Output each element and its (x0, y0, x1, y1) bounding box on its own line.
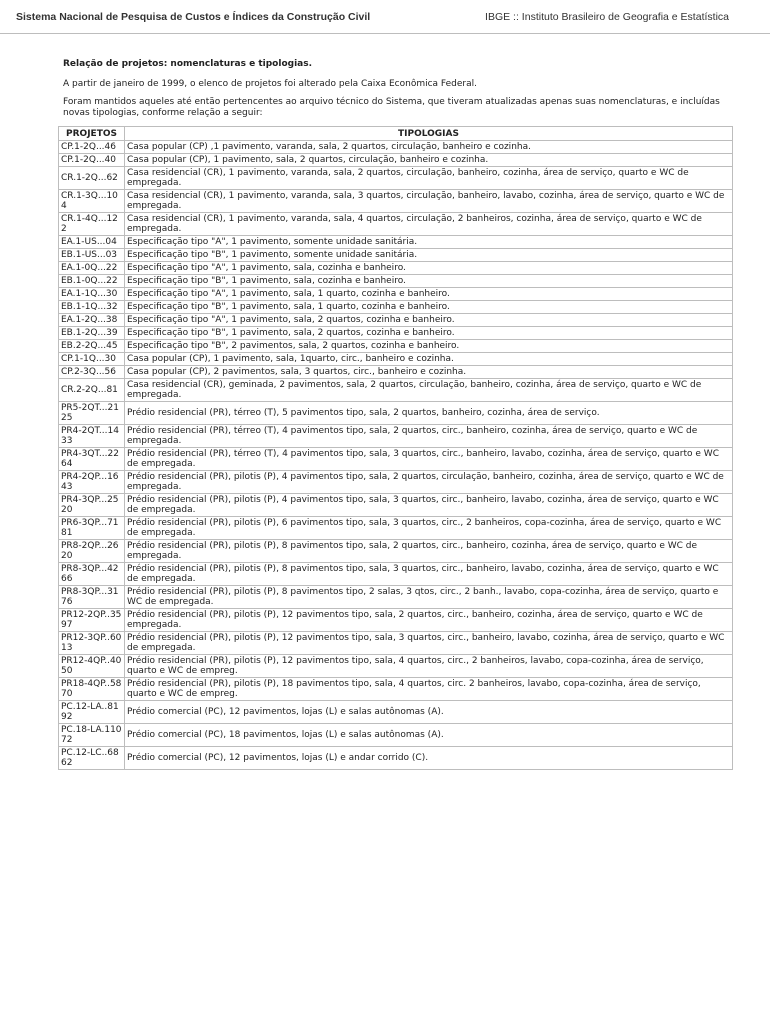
table-row (59, 747, 733, 770)
project-code: EB.2-2Q...45 (59, 340, 125, 353)
project-code: CP.1-2Q...46 (59, 141, 125, 154)
table-row (59, 366, 733, 379)
table-row (59, 154, 733, 167)
project-code: PR4-3QP...2520 (59, 494, 125, 517)
project-typology: Casa popular (CP), 2 pavimentos, sala, 3 quartos, circ., banheiro e cozinha. (125, 366, 733, 379)
document-body (63, 59, 733, 770)
project-code: PR5-2QT...2125 (59, 402, 125, 425)
project-code: PR12-3QP..6013 (59, 632, 125, 655)
table-row (59, 379, 733, 402)
project-code: CP.2-3Q...56 (59, 366, 125, 379)
table-row (59, 167, 733, 190)
projects-table (58, 126, 733, 770)
table-row (59, 275, 733, 288)
project-code: CR.1-3Q...104 (59, 190, 125, 213)
table-row (59, 353, 733, 366)
table-row (59, 494, 733, 517)
project-code: CR.1-4Q...122 (59, 213, 125, 236)
project-code: EA.1-US...04 (59, 236, 125, 249)
project-typology: Prédio residencial (PR), pilotis (P), 6 pavimentos tipo, sala, 3 quartos, circ., 2 banheiros, copa-cozinha, área de serviço, quarto e WC de empregada. (125, 517, 733, 540)
project-typology: Especificação tipo "A", 1 pavimento, sala, 1 quarto, cozinha e banheiro. (125, 288, 733, 301)
table-row (59, 724, 733, 747)
project-code: CR.2-2Q...81 (59, 379, 125, 402)
table-row (59, 678, 733, 701)
project-code: PR12-2QP..3597 (59, 609, 125, 632)
project-typology: Prédio residencial (PR), pilotis (P), 18 pavimentos tipo, sala, 4 quartos, circ. 2 banheiros, lavabo, copa-cozinha, área de serviço, quarto e WC de empreg. (125, 678, 733, 701)
project-typology: Especificação tipo "B", 1 pavimento, sala, cozinha e banheiro. (125, 275, 733, 288)
table-row (59, 141, 733, 154)
table-row (59, 236, 733, 249)
project-typology: Especificação tipo "B", 1 pavimento, sala, 1 quarto, cozinha e banheiro. (125, 301, 733, 314)
table-row (59, 701, 733, 724)
project-typology: Prédio residencial (PR), pilotis (P), 12 pavimentos tipo, sala, 3 quartos, circ., banheiro, lavabo, cozinha, área de serviço, quarto e WC de empregada. (125, 632, 733, 655)
project-code: EB.1-2Q...39 (59, 327, 125, 340)
project-code: EA.1-1Q...30 (59, 288, 125, 301)
project-typology: Casa residencial (CR), 1 pavimento, varanda, sala, 3 quartos, circulação, banheiro, lavabo, cozinha, área de serviço, quarto e WC de empregada. (125, 190, 733, 213)
header-institution: IBGE :: Instituto Brasileiro de Geografia e Estatística (485, 11, 729, 23)
project-code: EB.1-1Q...32 (59, 301, 125, 314)
table-row (59, 340, 733, 353)
project-code: EA.1-0Q...22 (59, 262, 125, 275)
table-row (59, 262, 733, 275)
column-header-tipologias: TIPOLOGIAS (125, 127, 733, 141)
project-typology: Especificação tipo "B", 1 pavimento, sala, 2 quartos, cozinha e banheiro. (125, 327, 733, 340)
project-typology: Prédio residencial (PR), térreo (T), 5 pavimentos tipo, sala, 2 quartos, banheiro, cozinha, área de serviço. (125, 402, 733, 425)
project-typology: Especificação tipo "B", 1 pavimento, somente unidade sanitária. (125, 249, 733, 262)
table-row (59, 327, 733, 340)
project-code: PR12-4QP..4050 (59, 655, 125, 678)
project-typology: Prédio residencial (PR), térreo (T), 4 pavimentos tipo, sala, 3 quartos, circ., banheiro, lavabo, cozinha, área de serviço, quarto e WC de empregada. (125, 448, 733, 471)
table-row (59, 471, 733, 494)
table-body (59, 141, 733, 770)
description-paragraph: Foram mantidos aqueles até então pertencentes ao arquivo técnico do Sistema, que tiveram atualizadas apenas suas nomenclaturas, e incluídas novas tipologias, conforme relação a seguir: (63, 97, 720, 118)
header-divider (0, 33, 770, 34)
table-row (59, 190, 733, 213)
project-typology: Casa popular (CP) ,1 pavimento, varanda, sala, 2 quartos, circulação, banheiro e cozinha. (125, 141, 733, 154)
project-code: PR4-2QT...1433 (59, 425, 125, 448)
project-typology: Prédio comercial (PC), 12 pavimentos, lojas (L) e salas autônomas (A). (125, 701, 733, 724)
table-row (59, 314, 733, 327)
project-typology: Prédio residencial (PR), pilotis (P), 12 pavimentos tipo, sala, 2 quartos, circ., banheiro, cozinha, área de serviço, quarto e WC de empregada. (125, 609, 733, 632)
project-code: EA.1-2Q...38 (59, 314, 125, 327)
project-code: PC.18-LA.11072 (59, 724, 125, 747)
project-typology: Especificação tipo "A", 1 pavimento, sala, 2 quartos, cozinha e banheiro. (125, 314, 733, 327)
project-typology: Prédio residencial (PR), pilotis (P), 4 pavimentos tipo, sala, 2 quartos, circulação, banheiro, cozinha, área de serviço, quarto e WC de empregada. (125, 471, 733, 494)
project-typology: Prédio residencial (PR), térreo (T), 4 pavimentos tipo, sala, 2 quartos, circ., banheiro, cozinha, área de serviço, quarto e WC de empregada. (125, 425, 733, 448)
project-typology: Especificação tipo "A", 1 pavimento, sala, cozinha e banheiro. (125, 262, 733, 275)
project-typology: Especificação tipo "A", 1 pavimento, somente unidade sanitária. (125, 236, 733, 249)
table-row (59, 632, 733, 655)
table-row (59, 213, 733, 236)
table-row (59, 540, 733, 563)
project-typology: Prédio residencial (PR), pilotis (P), 8 pavimentos tipo, sala, 2 quartos, circ., banheiro, cozinha, área de serviço, quarto e WC de empregada. (125, 540, 733, 563)
project-code: PR18-4QP..5870 (59, 678, 125, 701)
project-code: PR8-3QP...3176 (59, 586, 125, 609)
project-typology: Prédio residencial (PR), pilotis (P), 4 pavimentos tipo, sala, 3 quartos, circ., banheiro, lavabo, cozinha, área de serviço, quarto e WC de empregada. (125, 494, 733, 517)
project-typology: Casa residencial (CR), 1 pavimento, varanda, sala, 4 quartos, circulação, 2 banheiros, cozinha, área de serviço, quarto e WC de empregada. (125, 213, 733, 236)
project-code: EB.1-US...03 (59, 249, 125, 262)
table-row (59, 586, 733, 609)
table-row (59, 655, 733, 678)
project-typology: Casa residencial (CR), geminada, 2 pavimentos, sala, 2 quartos, circulação, banheiro, cozinha, área de serviço, quarto e WC de empregada. (125, 379, 733, 402)
project-typology: Prédio comercial (PC), 12 pavimentos, lojas (L) e andar corrido (C). (125, 747, 733, 770)
project-code: PR8-2QP...2620 (59, 540, 125, 563)
table-header-row (59, 127, 733, 141)
project-code: PR4-2QP...1643 (59, 471, 125, 494)
project-typology: Casa popular (CP), 1 pavimento, sala, 1quarto, circ., banheiro e cozinha. (125, 353, 733, 366)
column-header-projetos: PROJETOS (59, 127, 125, 141)
project-typology: Prédio comercial (PC), 18 pavimentos, lojas (L) e salas autônomas (A). (125, 724, 733, 747)
project-code: CP.1-2Q...40 (59, 154, 125, 167)
document-title: Relação de projetos: nomenclaturas e tipologias. (63, 59, 313, 69)
project-code: PC.12-LA..8192 (59, 701, 125, 724)
table-row (59, 563, 733, 586)
project-code: CR.1-2Q...62 (59, 167, 125, 190)
project-code: PR4-3QT...2264 (59, 448, 125, 471)
table-row (59, 402, 733, 425)
project-code: PC.12-LC..6862 (59, 747, 125, 770)
project-typology: Prédio residencial (PR), pilotis (P), 8 pavimentos tipo, sala, 3 quartos, circ., banheiro, lavabo, cozinha, área de serviço, quarto e WC de empregada. (125, 563, 733, 586)
project-typology: Casa popular (CP), 1 pavimento, sala, 2 quartos, circulação, banheiro e cozinha. (125, 154, 733, 167)
header-site-title: Sistema Nacional de Pesquisa de Custos e Índices da Construção Civil (16, 11, 371, 23)
table-row (59, 609, 733, 632)
table-row (59, 448, 733, 471)
intro-paragraph: A partir de janeiro de 1999, o elenco de projetos foi alterado pela Caixa Econômica Federal. (63, 79, 477, 89)
table-row (59, 517, 733, 540)
table-row (59, 288, 733, 301)
project-typology: Prédio residencial (PR), pilotis (P), 8 pavimentos tipo, 2 salas, 3 qtos, circ., 2 banh., lavabo, copa-cozinha, área de serviço, quarto e WC de empregada. (125, 586, 733, 609)
table-row (59, 425, 733, 448)
project-typology: Prédio residencial (PR), pilotis (P), 12 pavimentos tipo, sala, 4 quartos, circ., 2 banheiros, lavabo, copa-cozinha, área de serviço, quarto e WC de empreg. (125, 655, 733, 678)
project-code: PR8-3QP...4266 (59, 563, 125, 586)
table-row (59, 249, 733, 262)
table-row (59, 301, 733, 314)
project-code: CP.1-1Q...30 (59, 353, 125, 366)
project-typology: Casa residencial (CR), 1 pavimento, varanda, sala, 2 quartos, circulação, banheiro, cozinha, área de serviço, quarto e WC de empregada. (125, 167, 733, 190)
project-code: EB.1-0Q...22 (59, 275, 125, 288)
project-typology: Especificação tipo "B", 2 pavimentos, sala, 2 quartos, cozinha e banheiro. (125, 340, 733, 353)
project-code: PR6-3QP...7181 (59, 517, 125, 540)
